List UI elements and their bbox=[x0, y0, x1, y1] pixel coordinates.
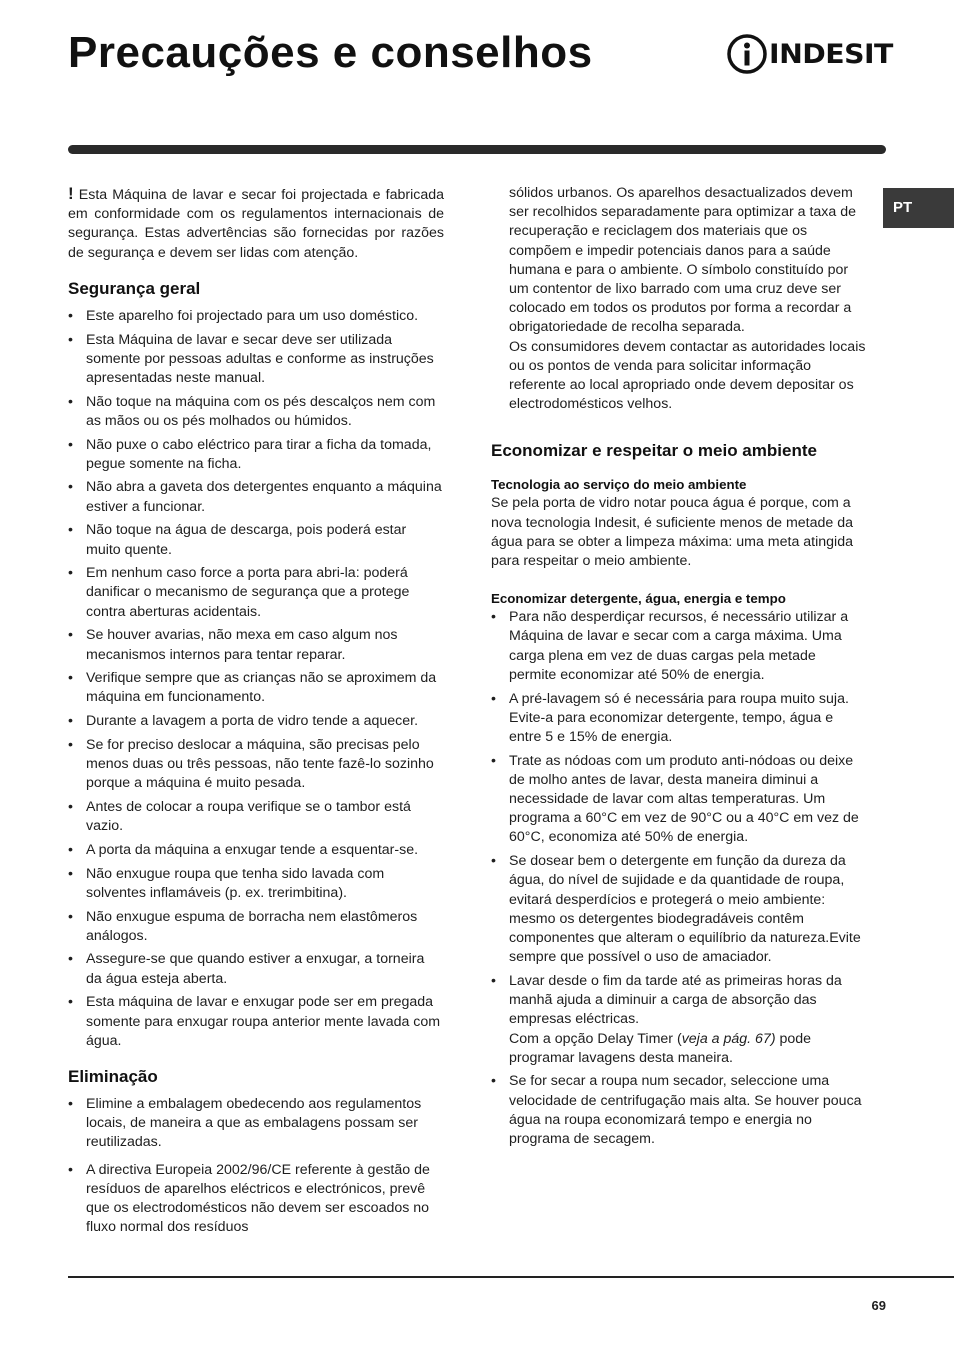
brand-logo-icon bbox=[726, 33, 768, 75]
list-item: • Elimine a embalagem obedecendo aos regulamentos locais, de maneira a que as embalagens possam ser reutilizadas. bbox=[68, 1095, 444, 1153]
delay-timer-text-end: pode programar lavagens desta maneira. bbox=[509, 1030, 812, 1066]
page-number: 69 bbox=[871, 1298, 886, 1313]
list-item: • Este aparelho foi projectado para um uso doméstico. bbox=[68, 307, 444, 326]
delay-timer-text: Com a opção Delay Timer ( bbox=[509, 1030, 682, 1047]
list-item: • A porta da máquina a enxugar tende a esquentar-se. bbox=[68, 841, 444, 860]
list-item: • Se for secar a roupa num secador, seleccione uma velocidade de centrifugação mais alta. Se houver pouca água na roupa economizará tempo e energia no programa de secagem. bbox=[491, 1072, 867, 1149]
left-column bbox=[68, 184, 444, 1242]
page-title: Precauções e conselhos bbox=[68, 28, 593, 77]
list-item: • Verifique sempre que as crianças não se aproximem da máquina em funcionamento. bbox=[68, 669, 444, 707]
list-item: • A directiva Europeia 2002/96/CE referente à gestão de resíduos de aparelhos eléctricos e electrónicos, prevê que os electrodomésticos não devem ser escoados no fluxo normal dos resíduos bbox=[68, 1161, 444, 1238]
list-item: • Para não desperdiçar recursos, é necessário utilizar a Máquina de lavar e secar com a carga máxima. Uma carga plena em vez de duas cargas pela metade permite economizar até 50% de energia. bbox=[491, 608, 867, 685]
list-item: • Não enxugue espuma de borracha nem elastômeros análogos. bbox=[68, 908, 444, 946]
eliminacao-continuation: Os consumidores devem contactar as autoridades locais ou os pontos de venda para solicitar informação referente ao local apropriado onde devem depositar os electrodomésticos velhos. bbox=[509, 338, 866, 413]
list-item: • Esta máquina de lavar e enxugar pode ser em pregada somente para enxugar roupa anterior mente lavada com água. bbox=[68, 993, 444, 1051]
list-item: • Não abra a gaveta dos detergentes enquanto a máquina estiver a funcionar. bbox=[68, 478, 444, 516]
list-item: • Em nenhum caso force a porta para abri-la: poderá danificar o mecanismo de segurança que a protege contra aberturas acidentais. bbox=[68, 564, 444, 622]
brand-logo bbox=[726, 33, 893, 75]
list-item: • Assegure-se que quando estiver a enxugar, a torneira da água esteja aberta. bbox=[68, 950, 444, 988]
list-item: • Esta Máquina de lavar e secar deve ser utilizada somente por pessoas adultas e conforme as instruções apresentadas neste manual. bbox=[68, 331, 444, 389]
list-item: • Não toque na água de descarga, pois poderá estar muito quente. bbox=[68, 521, 444, 559]
list-item: • Se dosear bem o detergente em função da dureza da água, do nível de sujidade e da quantidade de roupa, evitará desperdícios e protegerá o meio ambiente: mesmo os detergentes biodegradáveis contêm componentes que alteram o equilíbrio da natureza.Evite sempre que possível o uso de amaciador. bbox=[491, 852, 867, 967]
list-item-text: Lavar desde o fim da tarde até as primeiras horas da manhã ajuda a diminuir a carga de absorção das empresas eléctricas. bbox=[509, 972, 842, 1028]
intro-paragraph bbox=[68, 184, 444, 263]
right-column bbox=[491, 184, 867, 1154]
section-heading-seguranca: Segurança geral bbox=[68, 278, 201, 298]
list-item: • Trate as nódoas com um produto anti-nódoas ou deixe de molho antes de lavar, desta maneira diminui a necessidade de lavar com altas temperaturas. Um programa a 60°C em vez de 90°C ou a 40°C em vez de 60°C, economiza até 50% de energia. bbox=[491, 752, 867, 848]
list-item: • Se for preciso deslocar a máquina, são precisas pelo menos duas ou três pessoas, não tente fazê-lo sozinho porque a máquina é muito pesada. bbox=[68, 736, 444, 794]
header-rule bbox=[68, 145, 886, 154]
subheading-economizar: Economizar detergente, água, energia e tempo bbox=[491, 591, 786, 607]
list-item: • Durante a lavagem a porta de vidro tende a aquecer. bbox=[68, 712, 444, 731]
footer-rule bbox=[68, 1276, 954, 1278]
section-heading-eliminacao: Eliminação bbox=[68, 1066, 158, 1086]
list-item: • Não enxugue roupa que tenha sido lavada com solventes inflamáveis (p. ex. trerimbitina). bbox=[68, 865, 444, 903]
list-item: • Antes de colocar a roupa verifique se o tambor está vazio. bbox=[68, 798, 444, 836]
tecnologia-paragraph: Se pela porta de vidro notar pouca água é porque, com a nova tecnologia Indesit, é suficiente menos de metade da água para se obter a limpeza máxima: uma meta atingida para respeitar o meio ambiente. bbox=[491, 495, 854, 570]
eliminacao-list bbox=[68, 1095, 444, 1237]
section-heading-economizar: Economizar e respeitar o meio ambiente bbox=[491, 441, 817, 461]
seguranca-list bbox=[68, 307, 444, 1051]
page-reference: veja a pág. 67) bbox=[681, 1030, 776, 1047]
intro-text: Esta Máquina de lavar e secar foi projectada e fabricada em conformidade com os regulamentos internacionais de segurança. Estas advertências são fornecidas por razões de segurança e devem ser lidas com atenção. bbox=[68, 187, 444, 261]
subheading-tecnologia: Tecnologia ao serviço do meio ambiente bbox=[491, 477, 747, 493]
language-tab: PT bbox=[883, 188, 954, 228]
list-item: • Não toque na máquina com os pés descalços nem com as mãos ou os pés molhados ou húmidos. bbox=[68, 393, 444, 431]
warning-mark: ! bbox=[68, 184, 74, 203]
list-item: • A pré-lavagem só é necessária para roupa muito suja. Evite-a para economizar detergente, tempo, água e entre 5 e 15% de energia. bbox=[491, 690, 867, 748]
list-item: • Se houver avarias, não mexa em caso algum nos mecanismos internos para tentar reparar. bbox=[68, 626, 444, 664]
eliminacao-continuation: sólidos urbanos. Os aparelhos desactualizados devem ser recolhidos separadamente para optimizar a taxa de recuperação e reciclagem dos materiais que os compõem e impedir potenciais danos para a saúde humana e para o ambiente. O símbolo constituído por um contentor de lixo barrado com uma cruz deve ser colocado em todos os produtos por forma a recordar a obrigatoriedade de recolha separada. bbox=[509, 185, 856, 336]
brand-logo-text: INDESIT bbox=[769, 38, 893, 70]
list-item bbox=[491, 972, 867, 1068]
list-item: • Não puxe o cabo eléctrico para tirar a ficha da tomada, pegue somente na ficha. bbox=[68, 436, 444, 474]
economizar-list bbox=[491, 608, 867, 1149]
